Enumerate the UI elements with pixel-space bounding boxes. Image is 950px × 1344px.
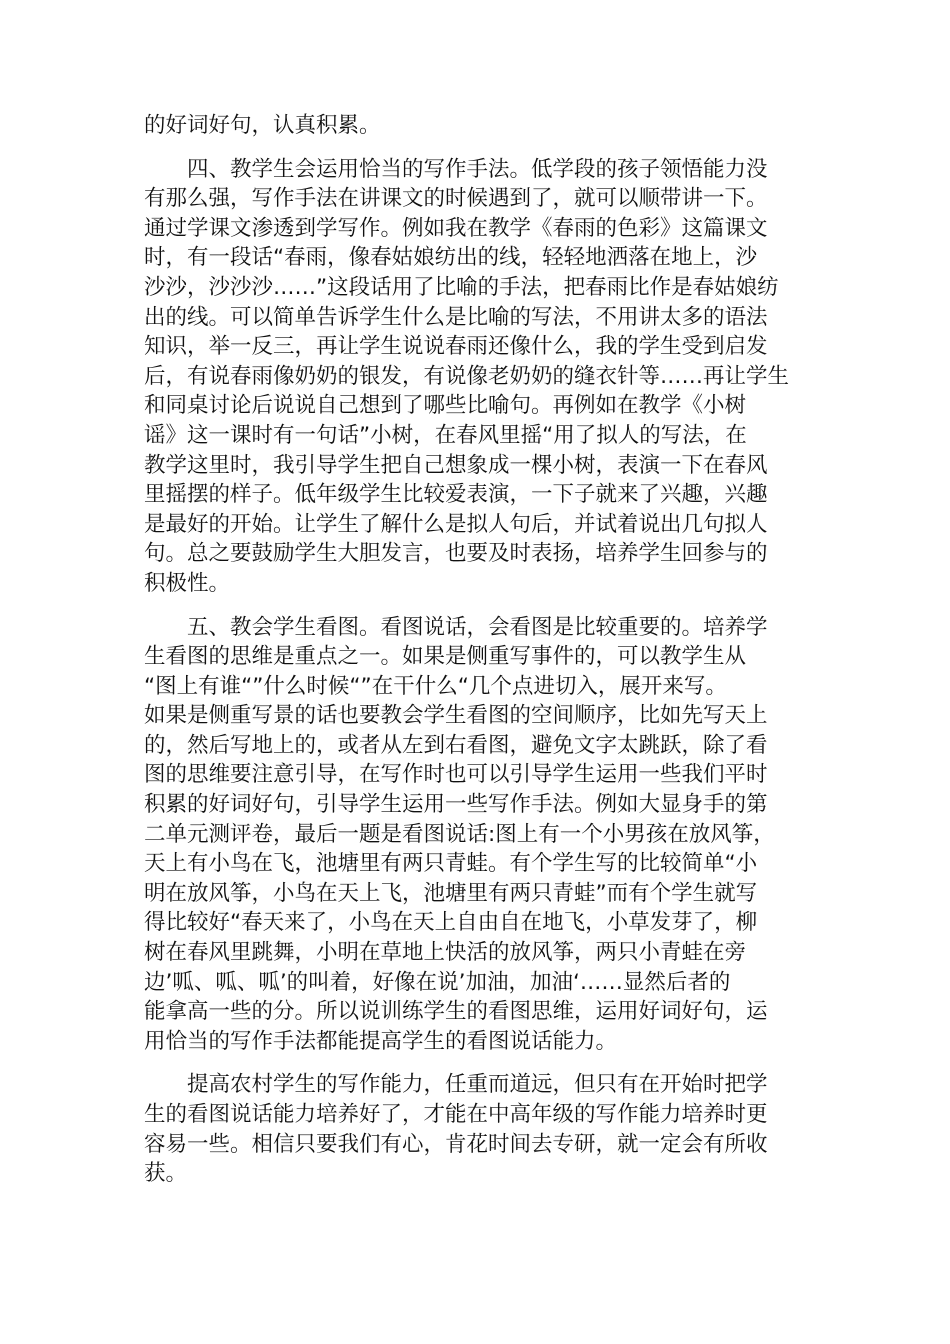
text-line: 容易一些。相信只要我们有心，肯花时间去专研，就一定会有所收 — [144, 1131, 768, 1157]
text-line: 谣》这一课时有一句话”小树，在春风里摇“用了拟人的写法，在 — [144, 422, 747, 448]
text-line: 后，有说春雨像奶奶的银发，有说像老奶奶的缝衣针等……再让学生 — [144, 363, 790, 389]
text-line: 沙沙，沙沙沙……”这段话用了比喻的手法，把春雨比作是春姑娘纺 — [144, 274, 779, 300]
paragraph-five-reading-pictures — [144, 613, 808, 1057]
text-line: 如果是侧重写景的话也要教会学生看图的空间顺序，比如先写天上 — [144, 703, 768, 729]
document-body — [144, 111, 808, 1203]
text-line: 四、教学生会运用恰当的写作手法。低学段的孩子领悟能力没 — [144, 156, 768, 182]
text-line: 的，然后写地上的，或者从左到右看图，避免文字太跳跃，除了看 — [144, 732, 768, 758]
text-line: 通过学课文渗透到学写作。例如我在教学《春雨的色彩》这篇课文 — [144, 215, 768, 241]
text-line: 生的看图说话能力培养好了，才能在中高年级的写作能力培养时更 — [144, 1102, 768, 1127]
text-line: 二单元测评卷，最后一题是看图说话:图上有一个小男孩在放风筝， — [144, 821, 775, 847]
text-line: 的好词好句，认真积累。 — [144, 113, 381, 138]
text-line: 获。 — [144, 1161, 188, 1187]
text-line: 时，有一段话“春雨，像春姑娘纺出的线，轻轻地洒落在地上，沙 — [144, 245, 758, 271]
text-line: 是最好的开始。让学生了解什么是拟人句后，并试着说出几句拟人 — [144, 511, 768, 537]
text-line: 教学这里时，我引导学生把自己想象成一棵小树，表演一下在春风 — [144, 452, 768, 478]
paragraph-four-writing-techniques — [144, 155, 808, 599]
text-line: 提高农村学生的写作能力，任重而道远，但只有在开始时把学 — [144, 1072, 768, 1098]
text-line: 边’呱、呱、呱’的叫着，好像在说’加油，加油‘……显然后者的 — [144, 969, 731, 995]
paragraph-intro-end — [144, 111, 808, 141]
text-line: “图上有谁“”什么时候“”在干什么“几个点进切入，展开来写。 — [144, 673, 727, 699]
text-line: 和同桌讨论后说说自己想到了哪些比喻句。再例如在教学《小树 — [144, 393, 747, 419]
paragraph-conclusion — [144, 1070, 808, 1188]
text-line: 图的思维要注意引导，在写作时也可以引导学生运用一些我们平时 — [144, 762, 768, 788]
text-line: 能拿高一些的分。所以说训练学生的看图思维，运用好词好句，运 — [144, 999, 768, 1025]
text-line: 用恰当的写作手法都能提高学生的看图说话能力。 — [144, 1028, 618, 1054]
text-line: 树在春风里跳舞，小明在草地上快活的放风筝，两只小青蛙在旁 — [144, 940, 747, 966]
text-line: 天上有小鸟在飞，池塘里有两只青蛙。有个学生写的比较简单“小 — [144, 851, 758, 877]
text-line: 出的线。可以简单告诉学生什么是比喻的写法，不用讲太多的语法 — [144, 304, 768, 330]
text-line: 句。总之要鼓励学生大胆发言，也要及时表扬，培养学生回参与的 — [144, 541, 768, 567]
text-line: 积极性。 — [144, 570, 231, 596]
text-line: 五、教会学生看图。看图说话，会看图是比较重要的。培养学 — [144, 614, 768, 640]
text-line: 知识，举一反三，再让学生说说春雨还像什么，我的学生受到启发 — [144, 334, 768, 360]
text-line: 有那么强，写作手法在讲课文的时候遇到了，就可以顺带讲一下。 — [144, 186, 768, 212]
text-line: 明在放风筝，小鸟在天上飞，池塘里有两只青蛙”而有个学生就写 — [144, 880, 758, 906]
text-line: 积累的好词好句，引导学生运用一些写作手法。例如大显身手的第 — [144, 792, 768, 818]
text-line: 得比较好“春天来了，小鸟在天上自由自在地飞，小草发芽了，柳 — [144, 910, 758, 936]
text-line: 里摇摆的样子。低年级学生比较爱表演，一下子就来了兴趣，兴趣 — [144, 482, 768, 508]
text-line: 生看图的思维是重点之一。如果是侧重写事件的，可以教学生从 — [144, 644, 747, 670]
